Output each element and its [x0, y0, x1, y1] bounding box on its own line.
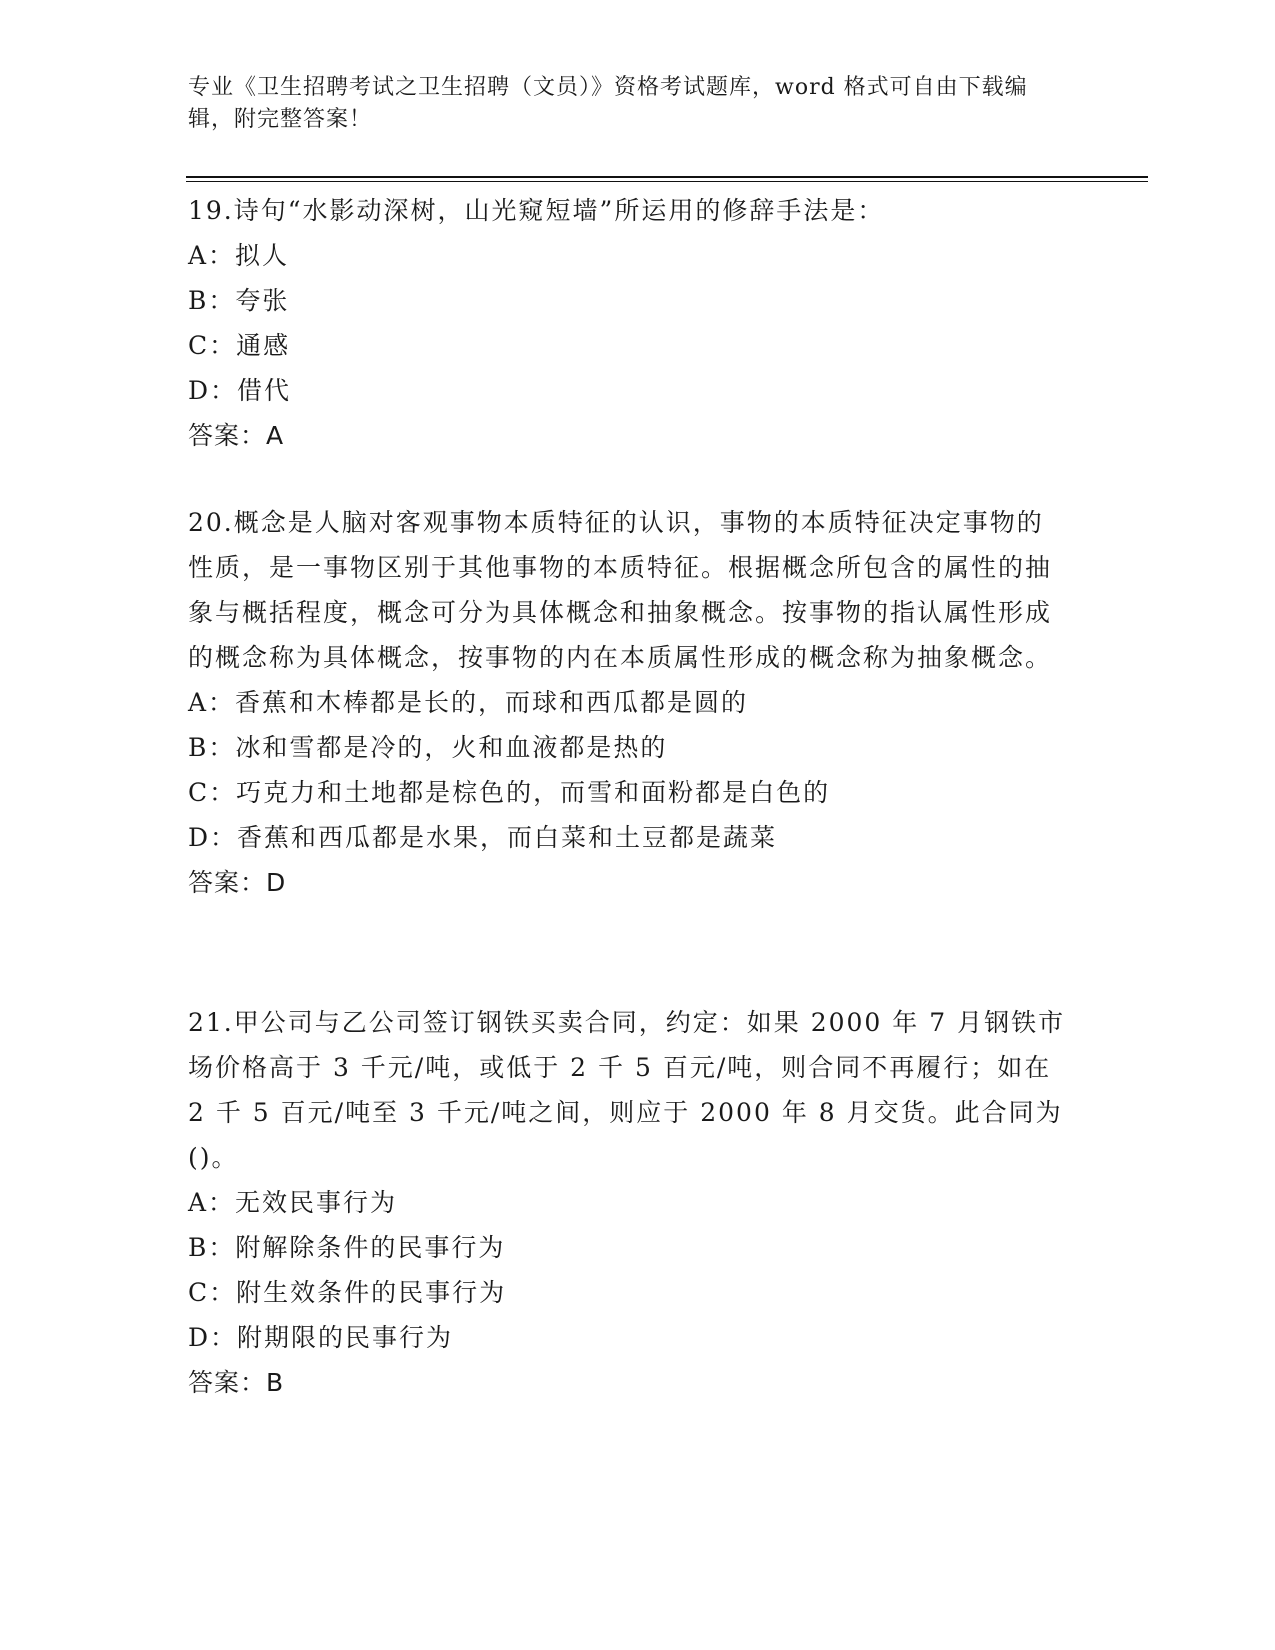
option-c: C：通感 [188, 331, 291, 360]
question-stem: 20.概念是人脑对客观事物本质特征的认识，事物的本质特征决定事物的性质，是一事物区别于其他事物的本质特征。根据概念所包含的属性的抽象与概括程度，概念可分为具体概念和抽象概念。按事物的指认属性形成的概念称为具体概念，按事物的内在本质属性形成的概念称为抽象概念。 [188, 508, 1053, 672]
option-b: B：附解除条件的民事行为 [188, 1233, 506, 1262]
question-stem: 21.甲公司与乙公司签订钢铁买卖合同，约定：如果 2000 年 7 月钢铁市场价格高于 3 千元/吨，或低于 2 千 5 百元/吨，则合同不再履行；如在 2 千 5 百元/吨至 3 千元/吨之间，则应于 2000 年 8 月交货。此合同为()。 [188, 1008, 1066, 1172]
answer-line: 答案：B [188, 1368, 285, 1397]
option-d: D：香蕉和西瓜都是水果，而白菜和土豆都是蔬菜 [188, 823, 778, 852]
answer-line: 答案：D [188, 868, 287, 897]
option-a: A：拟人 [188, 241, 290, 270]
option-b: B：夸张 [188, 286, 290, 315]
question-20 [188, 500, 1068, 905]
option-a: A：无效民事行为 [188, 1188, 398, 1217]
option-c: C：巧克力和土地都是棕色的，而雪和面粉都是白色的 [188, 778, 831, 807]
header-divider-thick [186, 176, 1148, 178]
option-d: D：附期限的民事行为 [188, 1323, 454, 1352]
option-c: C：附生效条件的民事行为 [188, 1278, 507, 1307]
question-stem: 19.诗句“水影动深树，山光窥短墙”所运用的修辞手法是： [188, 196, 885, 225]
header-divider-thin [186, 181, 1148, 182]
option-d: D：借代 [188, 376, 292, 405]
question-19 [188, 188, 1068, 458]
question-21 [188, 1000, 1068, 1405]
answer-line: 答案：A [188, 421, 285, 450]
option-a: A：香蕉和木棒都是长的，而球和西瓜都是圆的 [188, 688, 749, 717]
document-header: 专业《卫生招聘考试之卫生招聘（文员）》资格考试题库，word 格式可自由下载编辑，附完整答案！ [188, 75, 1028, 132]
option-b: B：冰和雪都是冷的，火和血液都是热的 [188, 733, 668, 762]
